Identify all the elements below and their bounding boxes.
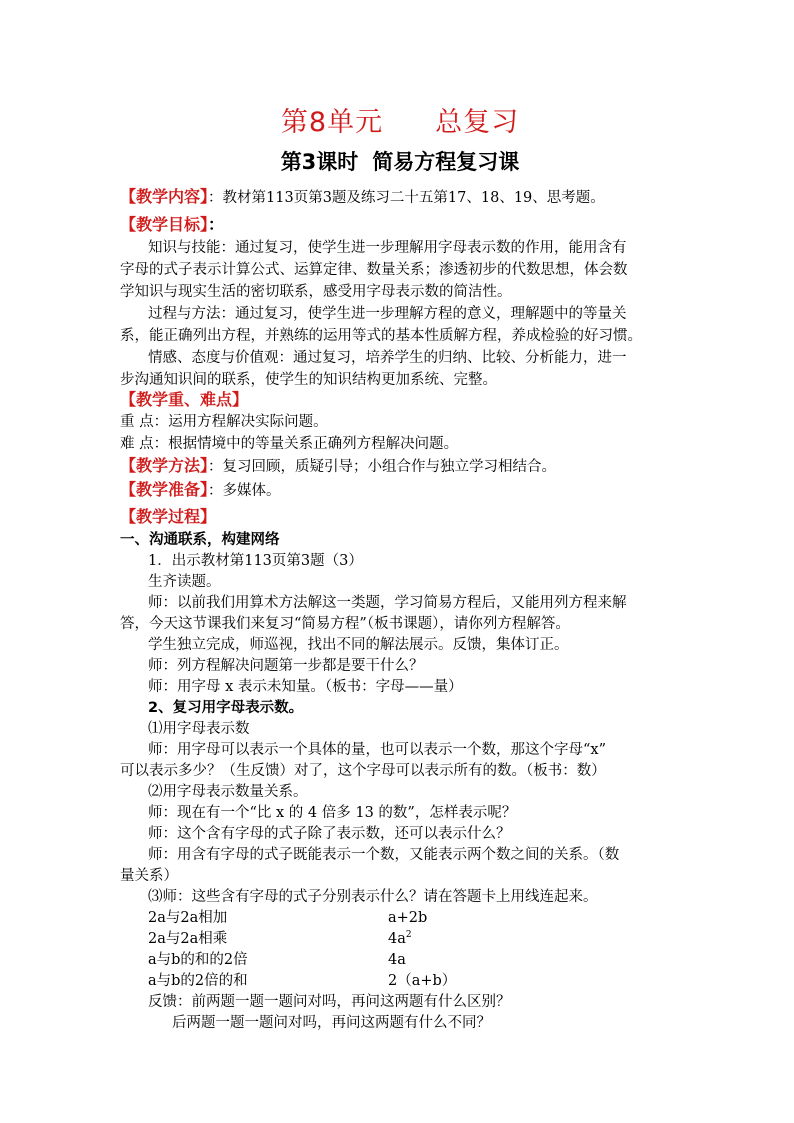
- process-line: 可以表示多少？（生反馈）对了，这个字母可以表示所有的数。（板书：数）: [120, 763, 606, 779]
- process-line: 师：用字母可以表示一个具体的量，也可以表示一个数，那这个字母“x”: [148, 742, 607, 758]
- section-1-heading: 一、沟通联系，构建网络: [120, 532, 280, 548]
- process-line: 1．出示教材第113页第3题（3）: [148, 553, 363, 569]
- lesson-number: 第3课时: [280, 150, 359, 174]
- process-row: [120, 507, 216, 528]
- feedback-line: 后两题一题一题问对吗，再问这两题有什么不同？: [172, 1015, 491, 1031]
- process-line: 生齐读题。: [148, 574, 221, 590]
- lesson-title: [120, 146, 680, 176]
- match-right-item: a+2b: [388, 910, 428, 926]
- process-line: ⑶师：这些含有字母的式子分别表示什么？请在答题卡上用线连起来。: [148, 889, 598, 905]
- prep-text: ：多媒体。: [208, 483, 281, 499]
- goals-row: 【教学目标】：: [120, 215, 225, 234]
- process-line: 师：这个含有字母的式子除了表示数，还可以表示什么？: [148, 826, 511, 842]
- method-heading: 【教学方法】: [120, 456, 209, 475]
- process-line: 师：现在有一个“比 x 的 4 倍多 13 的数”，怎样表示呢？: [148, 805, 517, 821]
- goals-p1-line2: 字母的式子表示计算公式、运算定律、数量关系；渗透初步的代数思想，体会数: [120, 262, 628, 278]
- match-left-item: 2a与2a相乘: [148, 931, 228, 947]
- match-right-item: 2（a+b）: [388, 973, 457, 989]
- process-line: ⑴用字母表示数: [148, 721, 250, 737]
- process-line: 量关系）: [120, 868, 178, 884]
- goals-heading: 【教学目标】: [120, 215, 209, 234]
- method-row: [120, 456, 556, 477]
- prep-row: [120, 480, 281, 501]
- feedback-line: 反馈：前两题一题一题问对吗，再问这两题有什么区别？: [148, 994, 511, 1010]
- goals-p3-line1: 情感、态度与价值观：通过复习，培养学生的归纳、比较、分析能力，进一: [148, 350, 627, 366]
- match-left-item: a与b的和的2倍: [148, 952, 248, 968]
- process-line: 答，今天这节课我们来复习“简易方程”（板书课题），请你列方程解答。: [120, 616, 570, 632]
- keypoints-row: [120, 390, 248, 411]
- method-text: ：复习回顾，质疑引导；小组合作与独立学习相结合。: [208, 459, 557, 475]
- match-left-item: a与b的2倍的和: [148, 973, 248, 989]
- lesson-name: 简易方程复习课: [372, 150, 520, 174]
- content-text: ：教材第113页第3题及练习二十五第17、18、19、思考题。: [208, 190, 605, 206]
- process-heading: 【教学过程】: [120, 507, 217, 526]
- process-line: 学生独立完成，师巡视，找出不同的解法展示。反馈，集体订正。: [148, 637, 569, 653]
- process-line: 师：列方程解决问题第一步都是要干什么？: [148, 658, 424, 674]
- process-line: 师：以前我们用算术方法解这一类题，学习简易方程后，又能用列方程来解: [148, 595, 627, 611]
- process-line: ⑵用字母表示数量关系。: [148, 784, 308, 800]
- content-heading: 【教学内容】: [120, 187, 209, 206]
- superscript-exponent: 2: [405, 930, 412, 941]
- unit-name: 总复习: [435, 107, 520, 138]
- goals-p2-line2: 系，能正确列出方程，并熟练的运用等式的基本性质解方程，养成检验的好习惯。: [120, 328, 642, 344]
- match-left-item: 2a与2a相加: [148, 910, 228, 926]
- goals-p2-line1: 过程与方法：通过复习，使学生进一步理解方程的意义，理解题中的等量关: [148, 306, 627, 322]
- unit-label: 第8单元: [280, 107, 384, 138]
- goals-p3-line2: 步沟通知识间的联系，使学生的知识结构更加系统、完整。: [120, 372, 497, 388]
- process-line: 师：用含有字母的式子既能表示一个数，又能表示两个数之间的关系。（数: [148, 847, 620, 863]
- page-title: [120, 100, 680, 139]
- section-2-heading: 2、复习用字母表示数。: [148, 700, 304, 716]
- content-row: [120, 187, 605, 208]
- goals-p1-line3: 学知识与现实生活的密切联系，感受用字母表示数的简洁性。: [120, 284, 512, 300]
- goals-p1-line1: 知识与技能：通过复习，使学生进一步理解用字母表示数的作用，能用含有: [148, 240, 627, 256]
- difficulty-line: 难 点：根据情境中的等量关系正确列方程解决问题。: [120, 436, 459, 452]
- keypoint-line: 重 点：运用方程解决实际问题。: [120, 414, 328, 430]
- prep-heading: 【教学准备】: [120, 480, 209, 499]
- process-line: 师：用字母 x 表示未知量。（板书：字母——量）: [148, 679, 463, 695]
- match-right-item: 4a: [388, 952, 406, 968]
- keypoints-heading: 【教学重、难点】: [120, 390, 249, 409]
- match-right-item: $4a^2$: [388, 930, 412, 947]
